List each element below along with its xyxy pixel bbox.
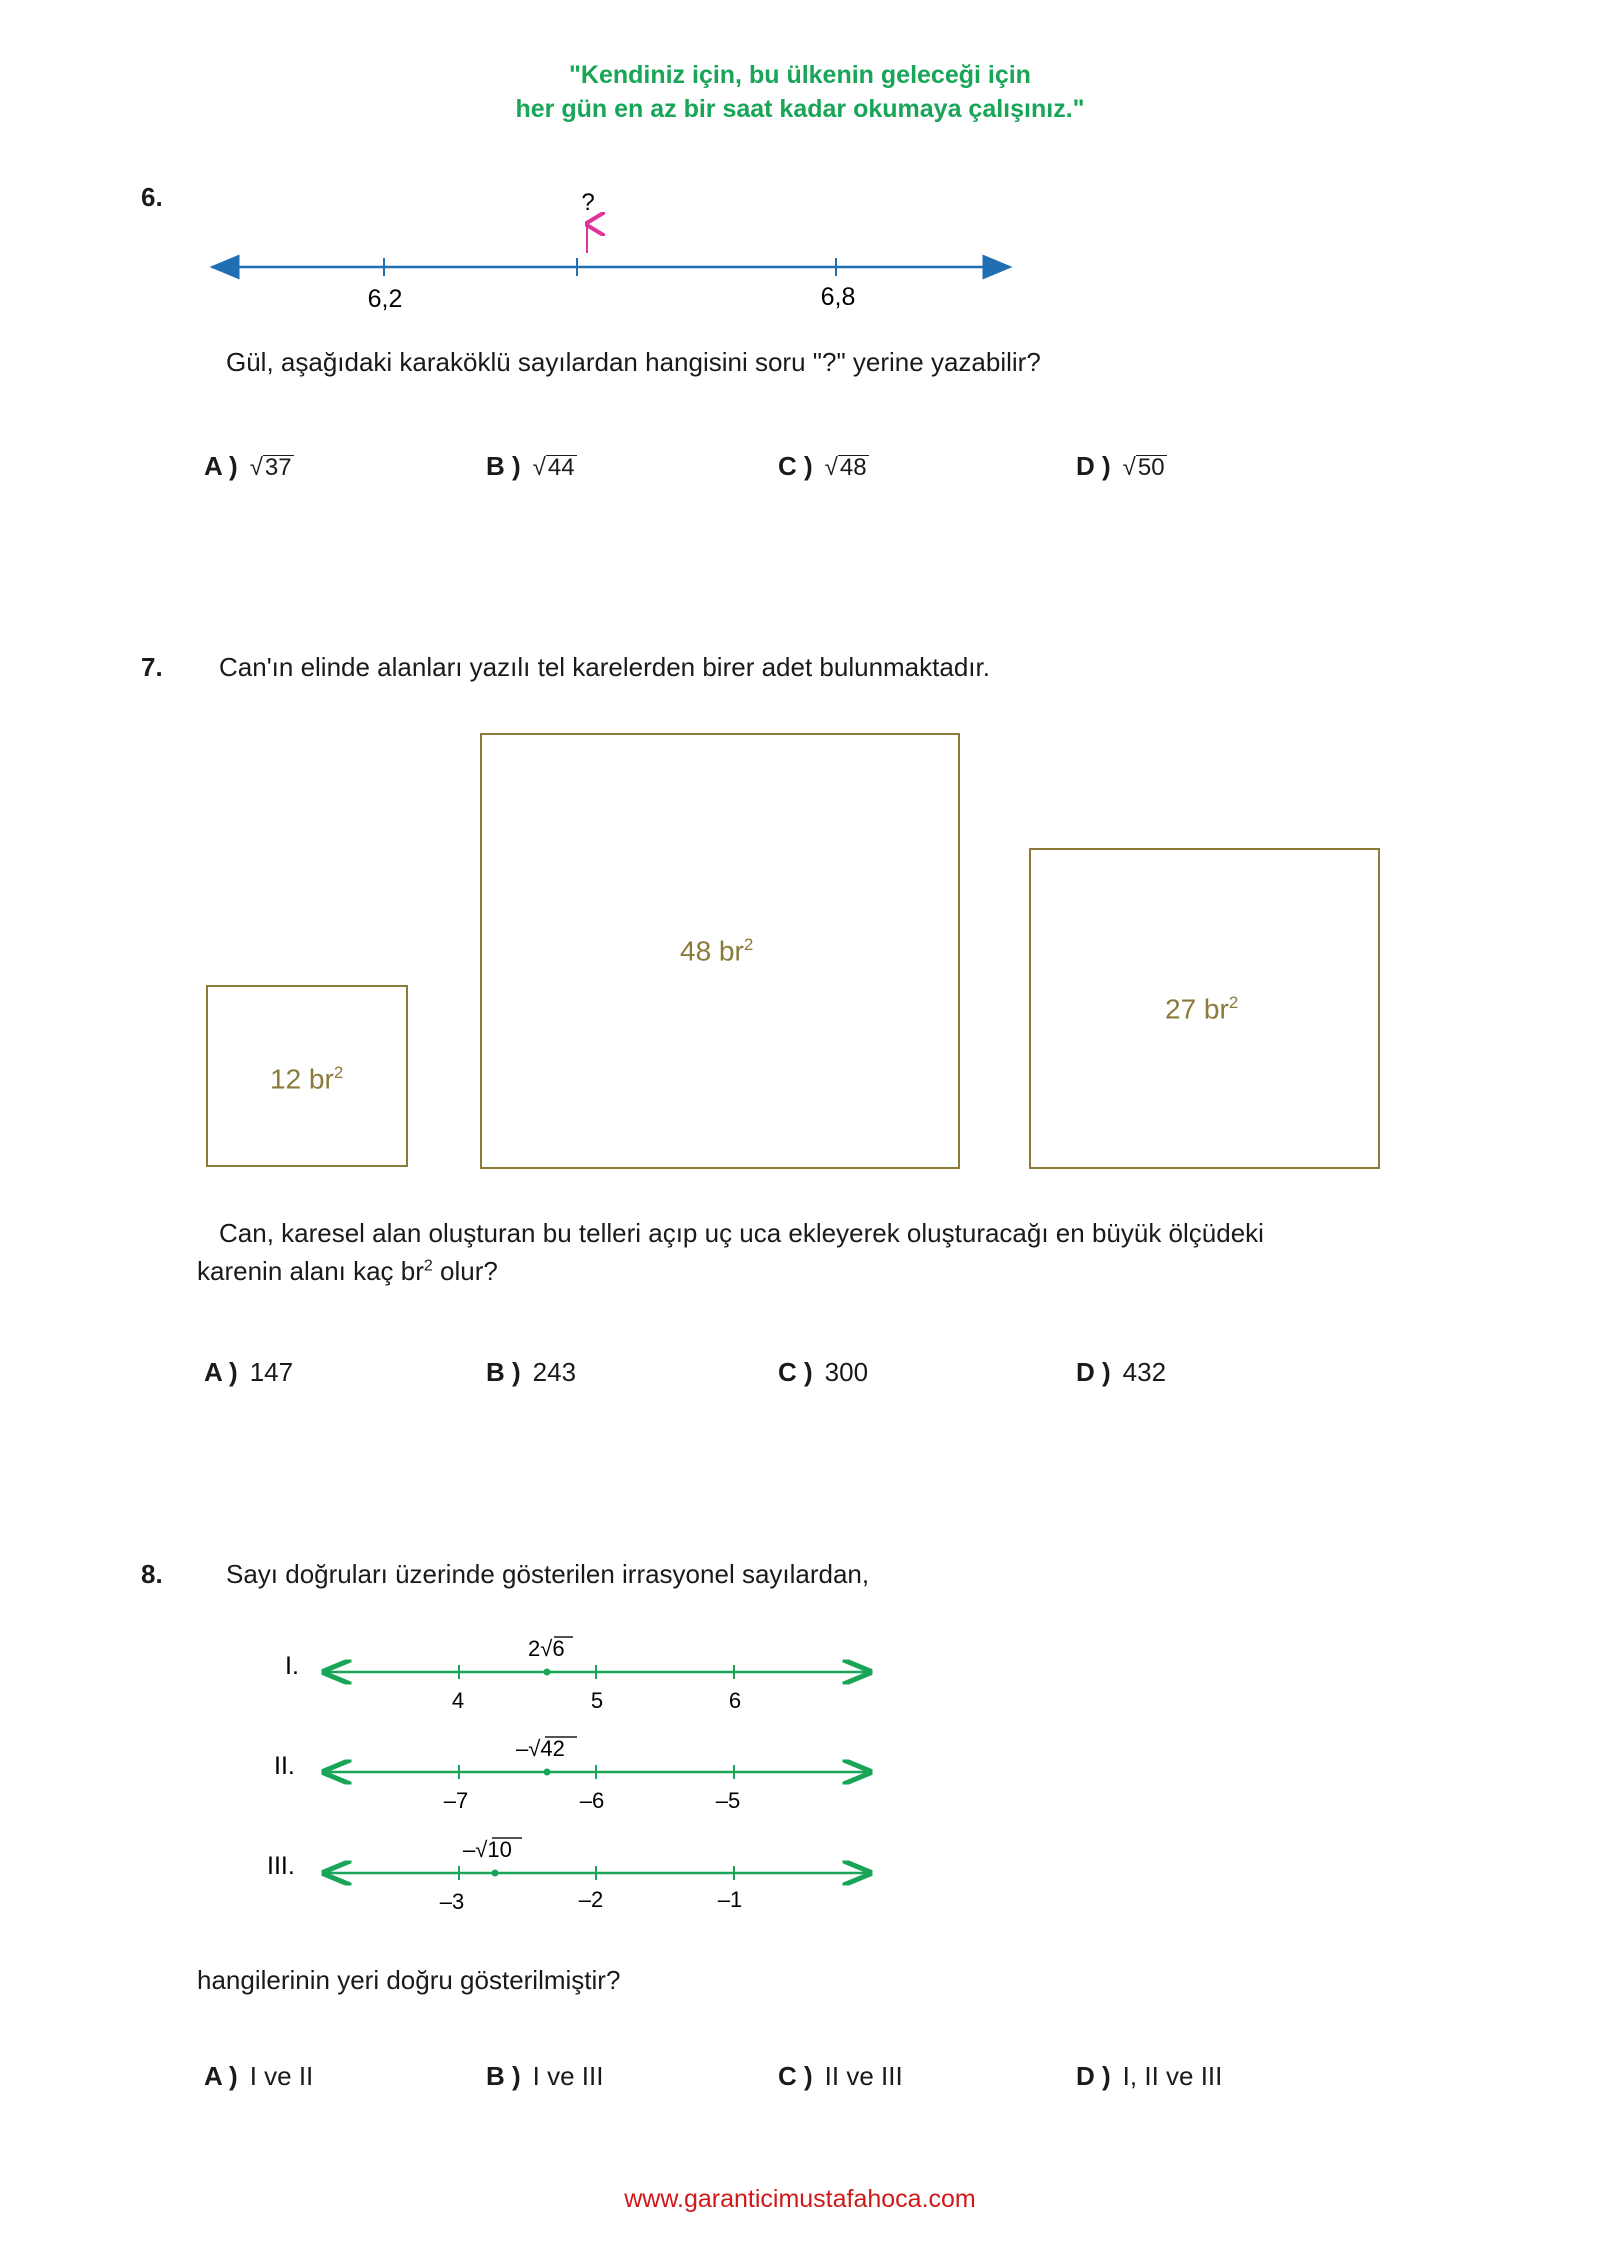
q8-option-a[interactable]: A ) I ve II bbox=[204, 2061, 314, 2091]
footer-website-link[interactable]: www.garanticimustafahoca.com bbox=[624, 2185, 976, 2213]
roman-label: I. bbox=[285, 1652, 299, 1680]
sqrt-icon: √ bbox=[824, 454, 838, 481]
question-8-number: 8. bbox=[141, 1559, 163, 1589]
tick-label-left: 6,2 bbox=[367, 285, 403, 313]
sqrt-icon: √ bbox=[1122, 454, 1136, 481]
square-12 bbox=[206, 985, 408, 1167]
roman-label: II. bbox=[274, 1752, 295, 1780]
tick-label: 6 bbox=[728, 1688, 742, 1713]
tick-label: –5 bbox=[715, 1788, 741, 1813]
question-7-text-line-1: Can, karesel alan oluşturan bu telleri açıp uç uca ekleyerek oluşturacağı en büyük ölçüdeki bbox=[219, 1218, 1264, 1248]
q8-option-c[interactable]: C ) II ve III bbox=[778, 2061, 903, 2091]
sqrt-icon: √ bbox=[249, 454, 263, 481]
question-8-intro: Sayı doğruları üzerinde gösterilen irrasyonel sayılardan, bbox=[226, 1559, 870, 1589]
tick-label-right: 6,8 bbox=[820, 283, 856, 311]
tick-label: –7 bbox=[443, 1788, 469, 1813]
q7-option-a[interactable]: A ) 147 bbox=[204, 1357, 294, 1387]
point-label: –√42 bbox=[516, 1736, 565, 1761]
tick-label: –2 bbox=[578, 1887, 604, 1912]
question-6-number-line bbox=[200, 180, 1040, 330]
q7-option-c[interactable]: C ) 300 bbox=[778, 1357, 869, 1387]
question-8-question: hangilerinin yeri doğru gösterilmiştir? bbox=[197, 1965, 621, 1995]
square-area-label: 12 $br^2$ bbox=[270, 1063, 344, 1095]
question-7-number: 7. bbox=[141, 652, 163, 682]
point-label: –√10 bbox=[463, 1837, 512, 1862]
sqrt-icon: √ bbox=[532, 454, 546, 481]
header-quote-line-2: her gün en az bir saat kadar okumaya çalışınız." bbox=[515, 95, 1085, 123]
question-7-intro: Can'ın elinde alanları yazılı tel karelerden birer adet bulunmaktadır. bbox=[219, 652, 990, 682]
question-6-text: Gül, aşağıdaki karaköklü sayılardan hangisini soru "?" yerine yazabilir? bbox=[226, 347, 1041, 377]
square-48 bbox=[480, 733, 960, 1169]
tick-label: –6 bbox=[579, 1788, 605, 1813]
square-27 bbox=[1029, 848, 1380, 1169]
square-area-label: 48 $br^2$ bbox=[680, 935, 754, 967]
question-mark: ? bbox=[581, 189, 595, 216]
question-7-text-line-2: karenin alanı kaç $br^2$ olur? bbox=[197, 1256, 498, 1286]
question-6-number: 6. bbox=[141, 182, 163, 212]
question-8-number-lines bbox=[260, 1620, 900, 1930]
q7-option-d[interactable]: D ) 432 bbox=[1076, 1357, 1167, 1387]
roman-label: III. bbox=[267, 1852, 295, 1880]
point-marker bbox=[492, 1870, 499, 1877]
tick-label: –3 bbox=[439, 1889, 465, 1914]
point-label: 2√6 bbox=[528, 1636, 565, 1661]
tick-label: 5 bbox=[590, 1688, 604, 1713]
q8-option-d[interactable]: D ) I, II ve III bbox=[1076, 2061, 1223, 2091]
point-marker bbox=[544, 1669, 551, 1676]
tick-label: 4 bbox=[451, 1688, 465, 1713]
q6-option-c[interactable]: C ) √48 bbox=[778, 451, 867, 481]
square-area-label: 27 $br^2$ bbox=[1165, 993, 1239, 1025]
q6-option-a[interactable]: A ) √37 bbox=[204, 451, 292, 481]
q6-option-b[interactable]: B ) √44 bbox=[486, 451, 575, 481]
q6-option-d[interactable]: D ) √50 bbox=[1076, 451, 1165, 481]
q8-option-b[interactable]: B ) I ve III bbox=[486, 2061, 604, 2091]
tick-label: –1 bbox=[717, 1887, 743, 1912]
header-quote-line-1: "Kendiniz için, bu ülkenin geleceği için bbox=[569, 61, 1031, 89]
q7-option-b[interactable]: B ) 243 bbox=[486, 1357, 577, 1387]
point-marker bbox=[544, 1769, 551, 1776]
